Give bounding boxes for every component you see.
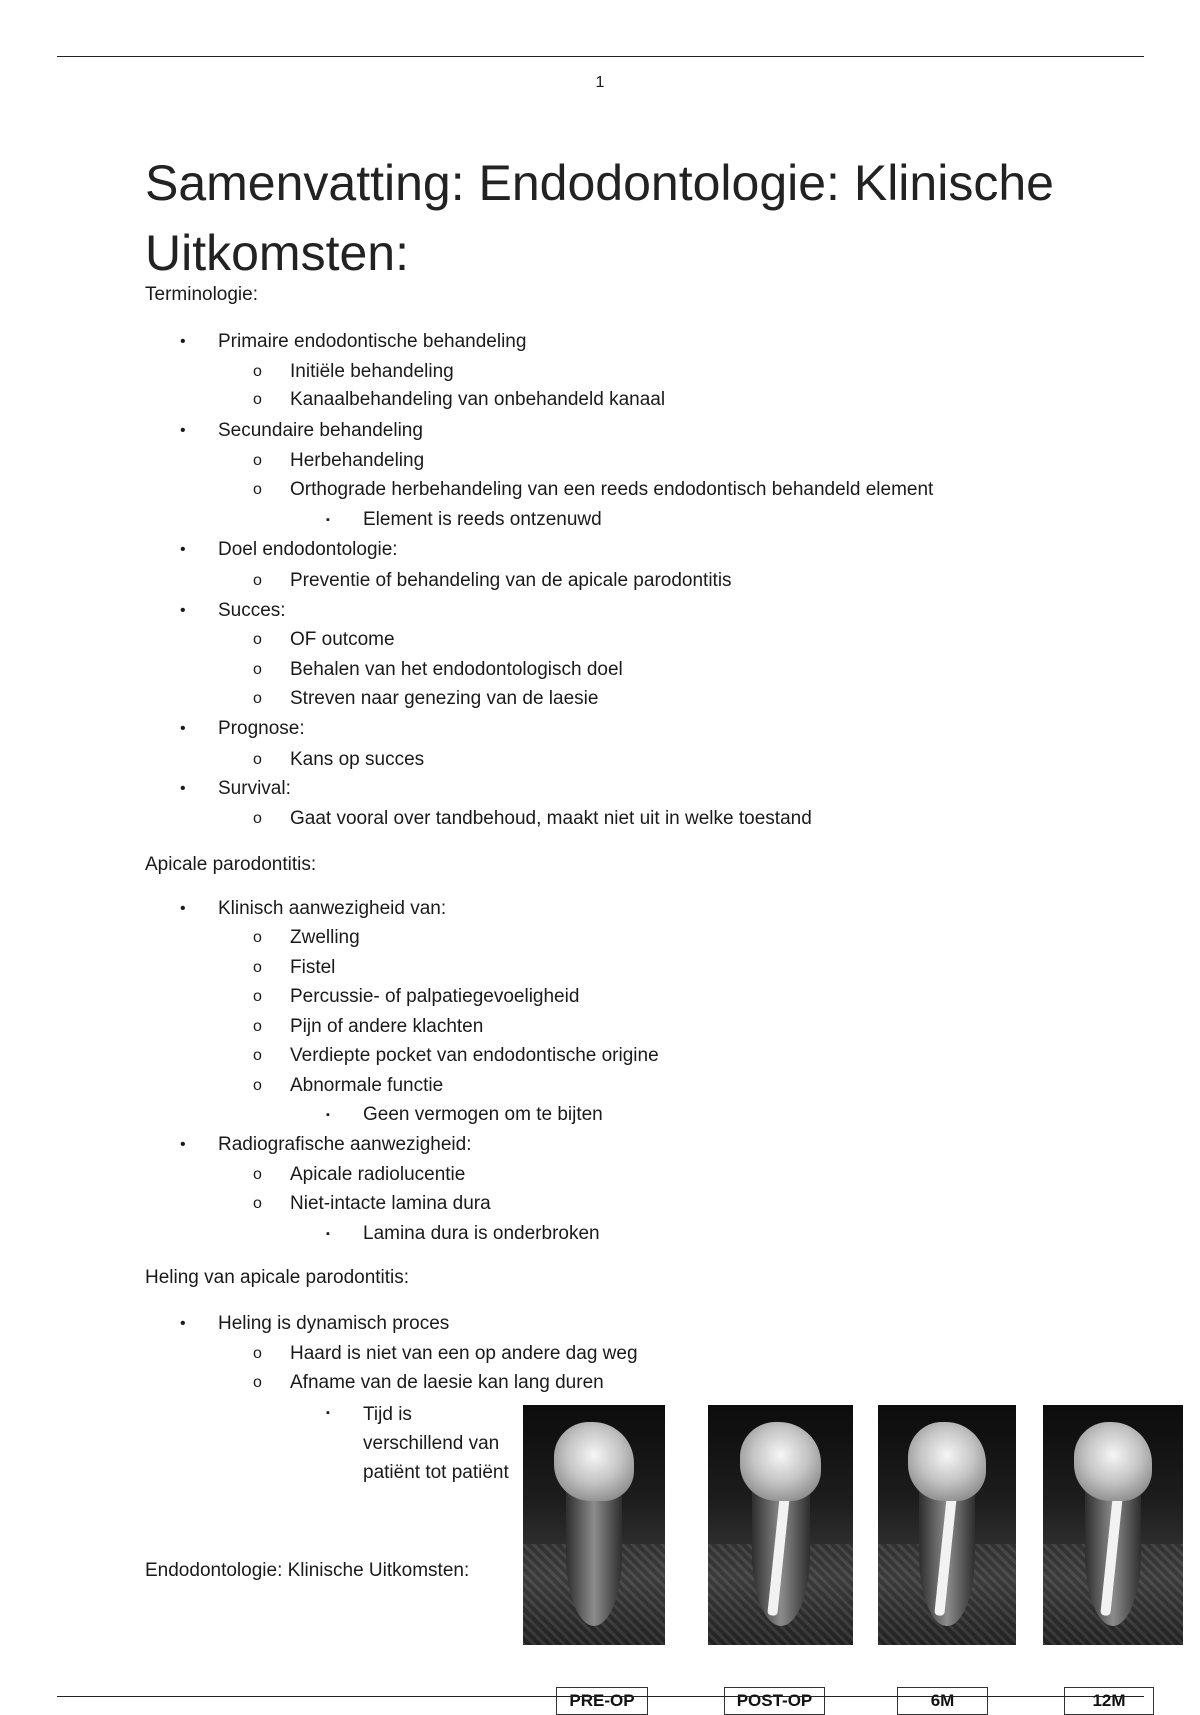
bullet-disc-icon: • — [180, 333, 186, 350]
list-item: Element is reeds ontzenuwd — [363, 509, 602, 530]
bullet-circle-icon: o — [253, 572, 262, 589]
tooth-crown — [908, 1422, 985, 1501]
section-heading-apicale-parodontitis: Apicale parodontitis: — [145, 854, 317, 875]
page-number: 1 — [595, 74, 605, 91]
bullet-square-icon: ▪ — [326, 1407, 330, 1419]
list-item: Radiografische aanwezigheid: — [218, 1134, 472, 1155]
list-item: Prognose: — [218, 718, 305, 739]
header-rule — [57, 56, 1144, 57]
list-item: Preventie of behandeling van de apicale parodontitis — [290, 570, 732, 591]
bullet-circle-icon: o — [253, 1047, 262, 1064]
bullet-disc-icon: • — [180, 541, 186, 558]
list-item: Percussie- of palpatiegevoeligheid — [290, 986, 580, 1007]
tooth-crown — [1074, 1422, 1152, 1501]
radiograph-post-op — [708, 1405, 853, 1645]
bullet-circle-icon: o — [253, 363, 262, 380]
list-item: Apicale radiolucentie — [290, 1164, 466, 1185]
list-item: Tijd is verschillend van patiënt tot patiënt — [363, 1404, 509, 1483]
bullet-circle-icon: o — [253, 1077, 262, 1094]
bullet-square-icon: ▪ — [326, 1109, 330, 1121]
bullet-circle-icon: o — [253, 1166, 262, 1183]
list-item: Geen vermogen om te bijten — [363, 1104, 603, 1125]
list-item: Niet-intacte lamina dura — [290, 1193, 491, 1214]
radiograph-pre-op — [523, 1405, 665, 1645]
list-item: Klinisch aanwezigheid van: — [218, 898, 447, 919]
bullet-circle-icon: o — [253, 661, 262, 678]
bullet-circle-icon: o — [253, 452, 262, 469]
bullet-circle-icon: o — [253, 391, 262, 408]
radiograph-label: 12M — [1064, 1687, 1154, 1715]
radiograph-label: PRE-OP — [556, 1687, 648, 1715]
list-item: Pijn of andere klachten — [290, 1016, 484, 1037]
list-item: Primaire endodontische behandeling — [218, 331, 527, 352]
bullet-disc-icon: • — [180, 720, 186, 737]
list-item: OF outcome — [290, 629, 395, 650]
tooth-crown — [740, 1422, 821, 1501]
list-item: Heling is dynamisch proces — [218, 1313, 450, 1334]
radiograph-12m — [1043, 1405, 1183, 1645]
list-item: Secundaire behandeling — [218, 420, 423, 441]
list-item: Streven naar genezing van de laesie — [290, 688, 599, 709]
list-item: Kanaalbehandeling van onbehandeld kanaal — [290, 389, 666, 410]
bullet-disc-icon: • — [180, 1315, 186, 1332]
tooth-crown — [554, 1422, 634, 1501]
list-item: Doel endodontologie: — [218, 539, 398, 560]
bullet-disc-icon: • — [180, 1136, 186, 1153]
list-item: Lamina dura is onderbroken — [363, 1223, 600, 1244]
list-item: Afname van de laesie kan lang duren — [290, 1372, 604, 1393]
tooth-root — [566, 1482, 623, 1626]
bullet-circle-icon: o — [253, 1195, 262, 1212]
list-item: Succes: — [218, 600, 286, 621]
bullet-circle-icon: o — [253, 929, 262, 946]
list-item: Survival: — [218, 778, 291, 799]
bullet-circle-icon: o — [253, 959, 262, 976]
page-title: Samenvatting: Endodontologie: Klinische Uitkomsten: — [145, 155, 1054, 281]
list-item: Zwelling — [290, 927, 360, 948]
bullet-circle-icon: o — [253, 1374, 262, 1391]
bullet-circle-icon: o — [253, 1018, 262, 1035]
bullet-circle-icon: o — [253, 1345, 262, 1362]
bullet-square-icon: ▪ — [326, 1228, 330, 1240]
bullet-circle-icon: o — [253, 751, 262, 768]
section-heading-terminologie: Terminologie: — [145, 284, 258, 305]
section-heading-heling: Heling van apicale parodontitis: — [145, 1267, 410, 1288]
footer-rule — [57, 1696, 1144, 1697]
list-item: Abnormale functie — [290, 1075, 444, 1096]
radiograph-label: 6M — [897, 1687, 988, 1715]
list-item: Herbehandeling — [290, 450, 425, 471]
bullet-circle-icon: o — [253, 690, 262, 707]
bullet-disc-icon: • — [180, 422, 186, 439]
list-item: Gaat vooral over tandbehoud, maakt niet uit in welke toestand — [290, 808, 812, 829]
list-item: Orthograde herbehandeling van een reeds endodontisch behandeld element — [290, 479, 934, 500]
list-item: Behalen van het endodontologisch doel — [290, 659, 623, 680]
bullet-square-icon: ▪ — [326, 514, 330, 526]
radiograph-6m — [878, 1405, 1016, 1645]
bullet-circle-icon: o — [253, 631, 262, 648]
radiograph-label: POST-OP — [724, 1687, 825, 1715]
bullet-disc-icon: • — [180, 602, 186, 619]
bullet-circle-icon: o — [253, 988, 262, 1005]
list-item: Initiële behandeling — [290, 361, 454, 382]
bullet-circle-icon: o — [253, 481, 262, 498]
bullet-circle-icon: o — [253, 810, 262, 827]
list-item: Kans op succes — [290, 749, 425, 770]
list-item: Haard is niet van een op andere dag weg — [290, 1343, 638, 1364]
list-item: Verdiepte pocket van endodontische origine — [290, 1045, 659, 1066]
footer-text: Endodontologie: Klinische Uitkomsten: — [145, 1560, 470, 1581]
bullet-disc-icon: • — [180, 900, 186, 917]
list-item: Fistel — [290, 957, 336, 978]
bullet-disc-icon: • — [180, 780, 186, 797]
